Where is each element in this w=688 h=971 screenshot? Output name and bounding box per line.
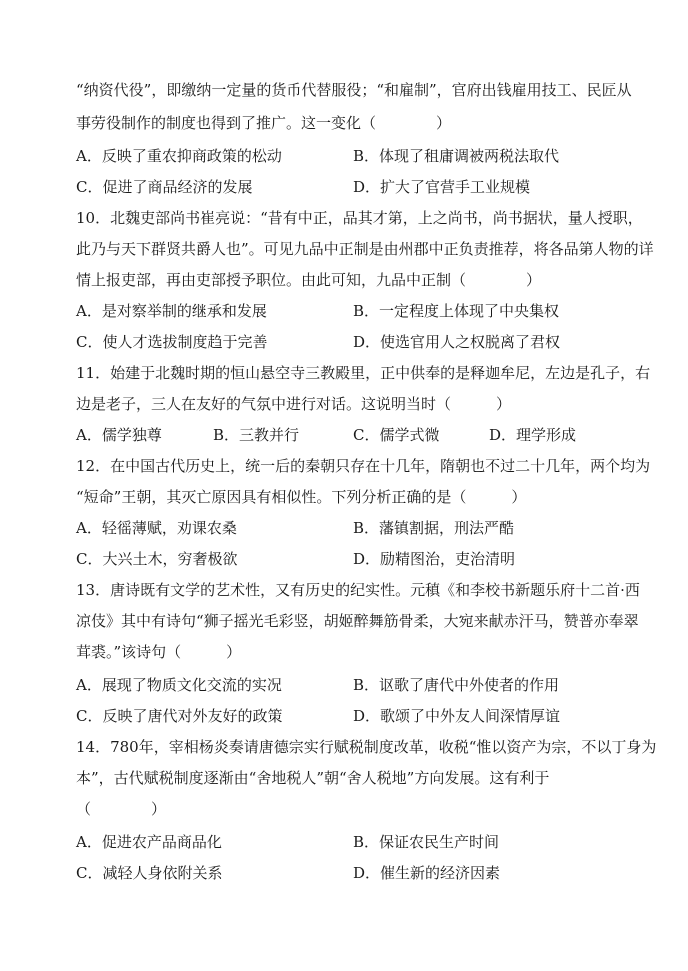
q12-line-1: 12．在中国古代历史上，统一后的秦朝只存在十几年，隋朝也不过二十几年，两个均为 [76, 457, 651, 475]
q14-option-c[interactable]: C．减轻人身依附关系 [76, 864, 223, 882]
intro-option-a[interactable]: A．反映了重农抑商政策的松动 [76, 147, 282, 165]
q12-line-2: “短命”王朝，其灭亡原因具有相似性。下列分析正确的是（ ） [76, 488, 527, 506]
q14-line-3: （ ） [76, 800, 167, 818]
q14-option-a[interactable]: A．促进农产品商品化 [76, 833, 222, 851]
intro-option-d[interactable]: D．扩大了官营手工业规模 [353, 178, 531, 196]
q13-line-2: 凉伎》其中有诗句“狮子摇光毛彩竖，胡姬醉舞筋骨柔，大宛来献赤汗马，赞普亦奉翠 [76, 612, 639, 630]
q14-line-1: 14．780年，宰相杨炎奏请唐德宗实行赋税制度改革，收税“惟以资产为宗，不以丁身为 [76, 738, 657, 756]
q10-line-2: 此乃与天下群贤共爵人也”。可见九品中正制是由州郡中正负责推荐，将各品第人物的详 [76, 240, 654, 258]
intro-option-b[interactable]: B．体现了租庸调被两税法取代 [353, 147, 560, 165]
q13-option-c[interactable]: C．反映了唐代对外友好的政策 [76, 707, 283, 725]
q11-line-2: 边是老子，三人在友好的气氛中进行对话。这说明当时（ ） [76, 395, 512, 413]
q14-option-d[interactable]: D．催生新的经济因素 [353, 864, 501, 882]
q11-option-d[interactable]: D．理学形成 [489, 426, 577, 444]
q14-line-2: 本”，古代赋税制度逐渐由“舍地税人”朝“舍人税地”方向发展。这有利于 [76, 769, 550, 787]
q10-option-a[interactable]: A．是对察举制的继承和发展 [76, 302, 267, 320]
q11-line-1: 11．始建于北魏时期的恒山悬空寺三教殿里，正中供奉的是释迦牟尼，左边是孔子，右 [76, 364, 651, 382]
q14-option-b[interactable]: B．保证农民生产时间 [353, 833, 500, 851]
q13-option-b[interactable]: B．讴歌了唐代中外使者的作用 [353, 676, 560, 694]
q13-option-d[interactable]: D．歌颂了中外友人间深情厚谊 [353, 707, 561, 725]
q10-line-1: 10．北魏吏部尚书崔亮说：“昔有中正，品其才第，上之尚书，尚书据状，量人授职， [76, 209, 643, 227]
intro-line-1: “纳资代役”，即缴纳一定量的货币代替服役；“和雇制”，官府出钱雇用技工、民匠从 [76, 81, 632, 99]
q10-option-d[interactable]: D．使选官用人之权脱离了君权 [353, 333, 561, 351]
intro-option-c[interactable]: C．促进了商品经济的发展 [76, 178, 253, 196]
q12-option-b[interactable]: B．藩镇割据，刑法严酷 [353, 519, 515, 537]
q11-option-a[interactable]: A．儒学独尊 [76, 426, 162, 444]
q10-line-3: 情上报吏部，再由吏部授予职位。由此可知，九品中正制（ ） [76, 271, 542, 289]
q10-option-c[interactable]: C．使人才选拔制度趋于完善 [76, 333, 268, 351]
q10-option-b[interactable]: B．一定程度上体现了中央集权 [353, 302, 560, 320]
q13-line-3: 茸裘。”该诗句（ ） [76, 643, 242, 661]
q12-option-a[interactable]: A．轻徭薄赋，劝课农桑 [76, 519, 237, 537]
intro-line-2: 事劳役制作的制度也得到了推广。这一变化（ ） [76, 114, 452, 132]
q12-option-d[interactable]: D．励精图治，吏治清明 [353, 550, 516, 568]
q11-option-b[interactable]: B．三教并行 [213, 426, 300, 444]
q13-line-1: 13．唐诗既有文学的艺术性，又有历史的纪实性。元稹《和李校书新题乐府十二首·西 [76, 581, 640, 599]
q11-option-c[interactable]: C．儒学式微 [353, 426, 440, 444]
q12-option-c[interactable]: C．大兴土木，穷奢极欲 [76, 550, 238, 568]
q13-option-a[interactable]: A．展现了物质文化交流的实况 [76, 676, 282, 694]
